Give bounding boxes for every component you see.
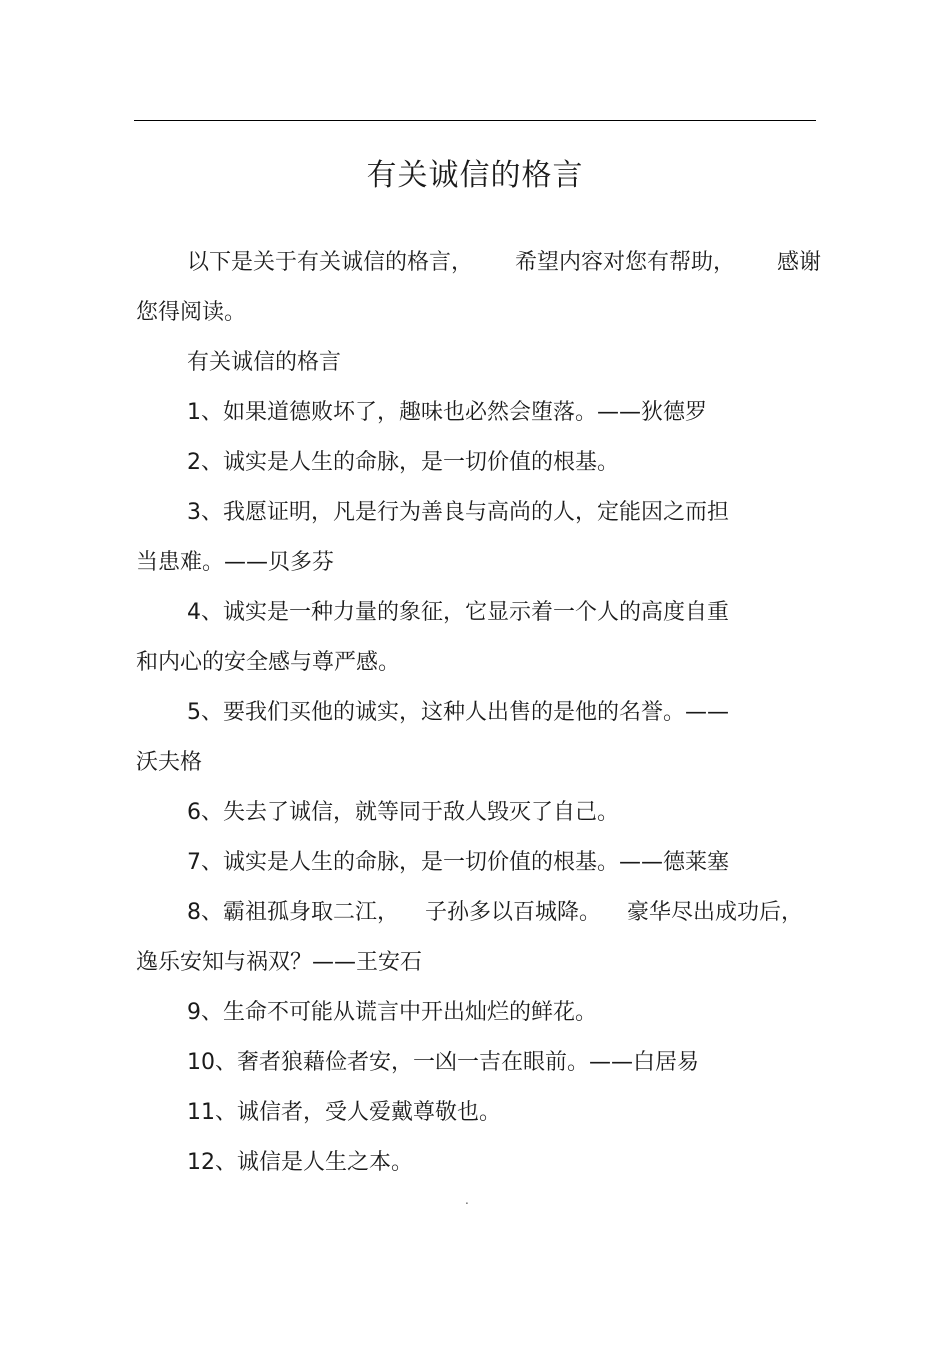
quote-item: 3、我愿证明，凡是行为善良与高尚的人，定能因之而担 bbox=[187, 500, 729, 525]
document-body bbox=[136, 238, 822, 1188]
intro-text: 希望内容对您有帮助， bbox=[515, 250, 736, 275]
quote-item-continuation: 和内心的安全感与尊严感。 bbox=[136, 650, 401, 675]
quote-item: 6、失去了诚信，就等同于敌人毁灭了自己。 bbox=[187, 800, 619, 825]
intro-text: 以下是关于有关诚信的格言， bbox=[187, 250, 474, 275]
header-rule bbox=[134, 120, 816, 121]
quote-item: 12、诚信是人生之本。 bbox=[187, 1150, 413, 1175]
quote-item-continuation: 逸乐安知与祸双？——王安石 bbox=[136, 950, 423, 975]
quote-item: 2、诚实是人生的命脉，是一切价值的根基。 bbox=[187, 450, 619, 475]
quote-fragment: 子孙多以百城降。 bbox=[425, 900, 602, 925]
quote-item: 5、要我们买他的诚实，这种人出售的是他的名誉。—— bbox=[187, 700, 729, 725]
quote-item-continuation: 沃夫格 bbox=[136, 750, 203, 775]
quote-item: 1、如果道德败坏了，趣味也必然会堕落。——狄德罗 bbox=[187, 400, 707, 425]
quote-item-continuation: 当患难。——贝多芬 bbox=[136, 550, 335, 575]
quote-item: 10、奢者狼藉俭者安，一凶一吉在眼前。——白居易 bbox=[187, 1050, 699, 1075]
quote-fragment: 豪华尽出成功后， bbox=[627, 900, 804, 925]
quote-item bbox=[136, 888, 816, 938]
document-title: 有关诚信的格言 bbox=[366, 158, 584, 193]
page-footer-mark: . bbox=[465, 1193, 469, 1207]
intro-paragraph-line-1 bbox=[136, 238, 822, 288]
quote-item: 7、诚实是人生的命脉，是一切价值的根基。——德莱塞 bbox=[187, 850, 729, 875]
quote-item: 9、生命不可能从谎言中开出灿烂的鲜花。 bbox=[187, 1000, 597, 1025]
section-subheading: 有关诚信的格言 bbox=[187, 350, 342, 375]
quote-item: 4、诚实是一种力量的象征，它显示着一个人的高度自重 bbox=[187, 600, 729, 625]
intro-paragraph-line-2: 您得阅读。 bbox=[136, 300, 247, 325]
quote-item: 11、诚信者，受人爱戴尊敬也。 bbox=[187, 1100, 501, 1125]
intro-text: 感谢 bbox=[777, 250, 822, 275]
quote-fragment: 8、霸祖孤身取二江， bbox=[187, 900, 399, 925]
